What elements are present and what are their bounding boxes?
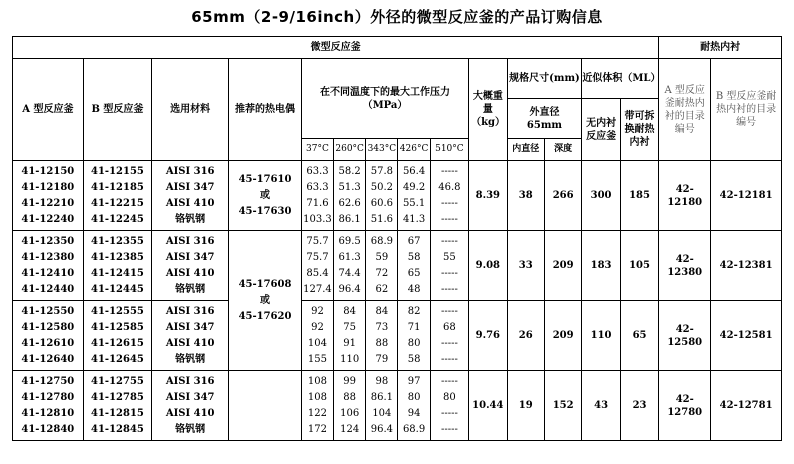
header-no-liner: 无内衬反应釜 (582, 99, 620, 161)
liner-a-number: 42-12780 (659, 371, 711, 441)
weight: 9.76 (469, 301, 507, 371)
liner-b-number: 42-12381 (711, 231, 782, 301)
b-reactor-numbers: 41-12755 41-12785 41-12815 41-12845 (83, 371, 152, 441)
pressure-37: 75.7 75.7 85.4 127.4 (301, 231, 333, 301)
pressure-510: ----- 68 ----- ----- (430, 301, 468, 371)
header-a-liner: A 型反应釜耐热内衬的目录编号 (659, 59, 711, 161)
pressure-260: 84 75 91 110 (334, 301, 366, 371)
a-reactor-numbers: 41-12150 41-12180 41-12210 41-12240 (13, 161, 84, 231)
pressure-260: 99 88 106 124 (334, 371, 366, 441)
depth: 209 (544, 231, 581, 301)
b-reactor-numbers: 41-12155 41-12185 41-12215 41-12245 (83, 161, 152, 231)
table-row (13, 161, 782, 231)
pressure-510: ----- 55 ----- ----- (430, 231, 468, 301)
depth: 152 (544, 371, 581, 441)
weight: 10.44 (469, 371, 507, 441)
pressure-37: 108 108 122 172 (301, 371, 333, 441)
thermocouple-empty (229, 371, 302, 441)
liner-b-number: 42-12781 (711, 371, 782, 441)
temp-343: 343°C (366, 139, 398, 161)
temp-260: 260°C (334, 139, 366, 161)
materials: AISI 316 AISI 347 AISI 410 铬钒钢 (152, 161, 229, 231)
group-header-liner: 耐热内衬 (659, 37, 782, 59)
depth: 209 (544, 301, 581, 371)
depth: 266 (544, 161, 581, 231)
header-a-reactor: A 型反应釜 (13, 59, 84, 161)
pressure-260: 69.5 61.3 74.4 96.4 (334, 231, 366, 301)
inner-diameter: 26 (507, 301, 544, 371)
temp-426: 426°C (398, 139, 430, 161)
header-row-2 (13, 59, 782, 99)
header-spec: 规格尺寸(mm) (507, 59, 582, 99)
temp-510: 510°C (430, 139, 468, 161)
weight: 9.08 (469, 231, 507, 301)
pressure-426: 67 58 65 48 (398, 231, 430, 301)
pressure-426: 82 71 80 58 (398, 301, 430, 371)
materials: AISI 316 AISI 347 AISI 410 铬钒钢 (152, 371, 229, 441)
header-volume: 近似体积（ML） (582, 59, 659, 99)
header-inner-diameter: 内直径 (507, 139, 544, 161)
a-reactor-numbers: 41-12350 41-12380 41-12410 41-12440 (13, 231, 84, 301)
pressure-260: 58.2 51.3 62.6 86.1 (334, 161, 366, 231)
pressure-426: 97 80 94 68.9 (398, 371, 430, 441)
header-depth: 深度 (544, 139, 581, 161)
volume-with-liner: 23 (620, 371, 658, 441)
liner-a-number: 42-12580 (659, 301, 711, 371)
table-row (13, 371, 782, 441)
pressure-510: ----- 80 ----- ----- (430, 371, 468, 441)
pressure-426: 56.4 49.2 55.1 41.3 (398, 161, 430, 231)
temp-37: 37°C (301, 139, 333, 161)
header-with-liner: 带可拆换耐热内衬 (620, 99, 658, 161)
liner-a-number: 42-12380 (659, 231, 711, 301)
inner-diameter: 33 (507, 231, 544, 301)
header-b-liner: B 型反应釜耐热内衬的目录编号 (711, 59, 782, 161)
pressure-37: 63.3 63.3 71.6 103.3 (301, 161, 333, 231)
volume-with-liner: 105 (620, 231, 658, 301)
thermocouple-shared: 45-17608 或 45-17620 (229, 231, 302, 371)
pressure-37: 92 92 104 155 (301, 301, 333, 371)
weight: 8.39 (469, 161, 507, 231)
volume-with-liner: 185 (620, 161, 658, 231)
inner-diameter: 38 (507, 161, 544, 231)
table-row (13, 301, 782, 371)
materials: AISI 316 AISI 347 AISI 410 铬钒钢 (152, 231, 229, 301)
header-pressure: 在不同温度下的最大工作压力（MPa） (301, 59, 468, 139)
liner-b-number: 42-12181 (711, 161, 782, 231)
a-reactor-numbers: 41-12550 41-12580 41-12610 41-12640 (13, 301, 84, 371)
header-thermocouple: 推荐的热电偶 (229, 59, 302, 161)
volume-with-liner: 65 (620, 301, 658, 371)
pressure-343: 98 86.1 104 96.4 (366, 371, 398, 441)
volume-no-liner: 183 (582, 231, 620, 301)
table-row (13, 231, 782, 301)
header-outer-diameter: 外直径 65mm (507, 99, 582, 139)
header-b-reactor: B 型反应釜 (83, 59, 152, 161)
pressure-343: 68.9 59 72 62 (366, 231, 398, 301)
pressure-343: 84 73 88 79 (366, 301, 398, 371)
liner-a-number: 42-12180 (659, 161, 711, 231)
volume-no-liner: 300 (582, 161, 620, 231)
volume-no-liner: 43 (582, 371, 620, 441)
inner-diameter: 19 (507, 371, 544, 441)
b-reactor-numbers: 41-12355 41-12385 41-12415 41-12445 (83, 231, 152, 301)
header-weight: 大概重量（kg） (469, 59, 507, 161)
group-header-reactor: 微型反应釜 (13, 37, 659, 59)
header-material: 选用材料 (152, 59, 229, 161)
thermocouple: 45-17610 或 45-17630 (229, 161, 302, 231)
header-row-group (13, 37, 782, 59)
liner-b-number: 42-12581 (711, 301, 782, 371)
materials: AISI 316 AISI 347 AISI 410 铬钒钢 (152, 301, 229, 371)
order-info-table (12, 36, 782, 441)
page-title: 65mm（2-9/16inch）外径的微型反应釜的产品订购信息 (191, 8, 603, 26)
pressure-510: ----- 46.8 ----- ----- (430, 161, 468, 231)
a-reactor-numbers: 41-12750 41-12780 41-12810 41-12840 (13, 371, 84, 441)
b-reactor-numbers: 41-12555 41-12585 41-12615 41-12645 (83, 301, 152, 371)
volume-no-liner: 110 (582, 301, 620, 371)
pressure-343: 57.8 50.2 60.6 51.6 (366, 161, 398, 231)
